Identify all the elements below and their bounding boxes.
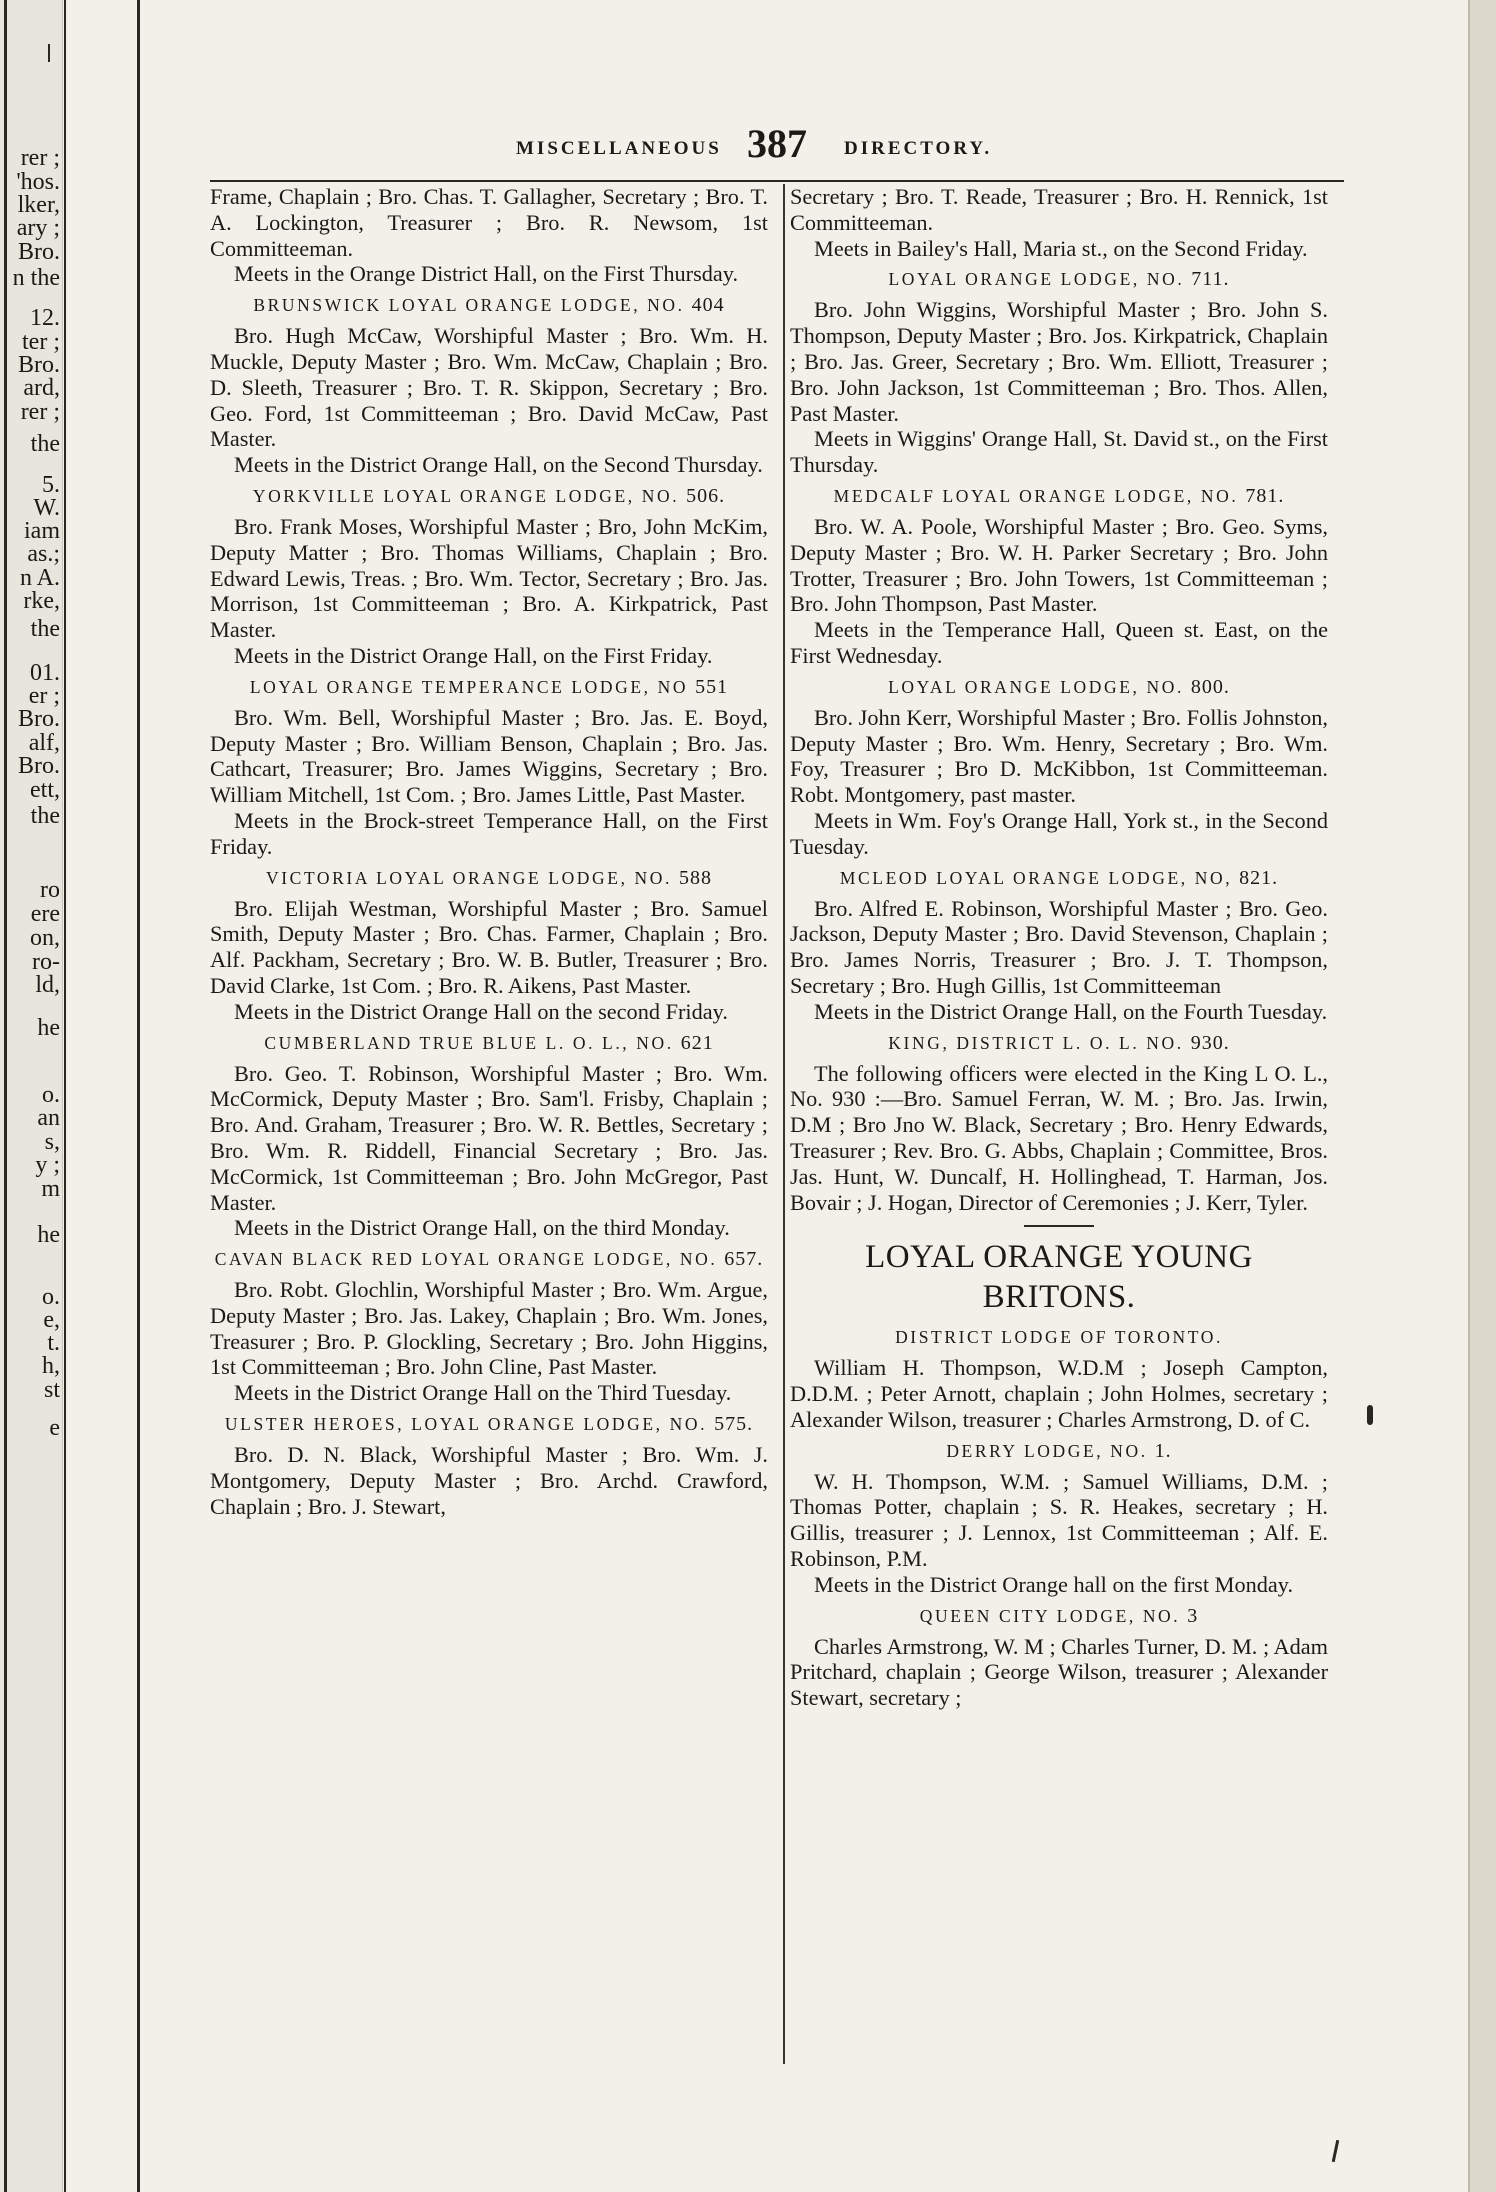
- lodge-entry: Bro. Elijah Westman, Worshipful Master ; Bro. Samuel Smith, Deputy Master ; Bro. Chas. Farmer, Chaplain ; Bro. Alf. Packham, Secretary ; Bro. W. B. Butler, Treasurer ; Bro. David Clarke, 1st Com. ; Bro. R. Aikens, Past Master.: [210, 895, 768, 998]
- margin-fragment: o.: [42, 1083, 60, 1107]
- lodge-heading-text: MEDCALF LOYAL ORANGE LODGE, NO.: [833, 485, 1239, 506]
- lodge-entry: Meets in the Temperance Hall, Queen st. East, on the First Wednesday.: [790, 617, 1328, 668]
- margin-fragment: t.: [47, 1331, 60, 1355]
- lodge-entry: Meets in the District Orange Hall, on the Second Thursday.: [234, 452, 763, 478]
- margin-fragment: ere: [30, 902, 60, 926]
- lodge-number: 551: [695, 675, 729, 698]
- margin-tick-mark: [48, 44, 50, 62]
- page-number: 387: [747, 121, 807, 166]
- lodge-heading: [210, 484, 768, 508]
- lodge-entry: Frame, Chaplain ; Bro. Chas. T. Gallagher, Secretary ; Bro. T. A. Lockington, Treasurer ; Bro. R. Newsom, 1st Committeeman.: [210, 184, 768, 261]
- lodge-heading: [210, 1412, 768, 1436]
- lodge-heading: [790, 1604, 1328, 1628]
- adjacent-page-margin: [0, 0, 63, 2192]
- pencil-mark: [1367, 1405, 1373, 1425]
- lodge-heading-text: CUMBERLAND TRUE BLUE L. O. L., NO.: [264, 1032, 674, 1053]
- margin-fragment: Bro.: [18, 240, 60, 264]
- lodge-entry: Bro. Alfred E. Robinson, Worshipful Master ; Bro. Geo. Jackson, Deputy Master ; Bro. David Stevenson, Chaplain ; Bro. James Norris, Treasurer ; Bro. J. T. Thompson, Secretary ; Bro. Hugh Gillis, 1st Committeeman: [790, 895, 1328, 998]
- margin-fragment: n A.: [19, 566, 60, 590]
- margin-fragment: the: [30, 617, 60, 641]
- margin-fragment: rke,: [23, 589, 60, 613]
- right-column: [790, 184, 1328, 1711]
- margin-fragment: s,: [44, 1130, 60, 1154]
- margin-fragment: h,: [42, 1354, 60, 1378]
- lodge-number: 588: [678, 866, 712, 889]
- margin-fragment: m: [41, 1177, 60, 1201]
- lodge-heading-text: VICTORIA LOYAL ORANGE LODGE, NO.: [266, 867, 672, 888]
- margin-fragment: lker,: [17, 193, 60, 217]
- header-rule: [210, 180, 1344, 182]
- margin-fragment: 5.: [42, 473, 60, 497]
- margin-fragment: 'hos.: [16, 170, 60, 194]
- margin-fragment: the: [30, 804, 60, 828]
- lodge-number: 800.: [1190, 675, 1230, 698]
- margin-fragment: an: [37, 1106, 60, 1130]
- margin-fragment: rer ;: [20, 400, 60, 424]
- margin-fragment: W.: [33, 496, 60, 520]
- page-fold-line: [64, 0, 66, 2192]
- lodge-heading-text: QUEEN CITY LODGE, NO.: [919, 1605, 1181, 1626]
- margin-fragment: y ;: [35, 1153, 60, 1177]
- pencil-stroke: [1332, 2140, 1340, 2162]
- margin-fragment: e: [49, 1416, 60, 1440]
- lodge-heading-text: KING, DISTRICT L. O. L. NO.: [888, 1032, 1184, 1053]
- margin-fragment: rer ;: [20, 146, 60, 170]
- lodge-heading-text: LOYAL ORANGE LODGE, NO.: [888, 676, 1184, 697]
- margin-fragment: Bro.: [18, 754, 60, 778]
- gutter-line: [4, 0, 7, 2192]
- section-rule: [1024, 1225, 1094, 1227]
- lodge-number: 657.: [724, 1248, 764, 1271]
- lodge-heading-text: ULSTER HEROES, LOYAL ORANGE LODGE, NO.: [224, 1414, 708, 1435]
- lodge-heading: [210, 1031, 768, 1055]
- lodge-heading-text: YORKVILLE LOYAL ORANGE LODGE, NO.: [252, 485, 680, 506]
- lodge-entry: Meets in the District Orange Hall, on the third Monday.: [234, 1215, 730, 1241]
- lodge-number: 1.: [1154, 1439, 1172, 1462]
- margin-fragment: n the: [12, 266, 60, 290]
- lodge-number: 3: [1187, 1604, 1199, 1627]
- lodge-entry: Meets in the Brock-street Temperance Hall, on the First Friday.: [210, 807, 768, 859]
- lodge-entry: Meets in Wiggins' Orange Hall, St. David st., on the First Thursday.: [790, 426, 1328, 478]
- lodge-entry: Meets in the District Orange Hall on the Third Tuesday.: [234, 1380, 732, 1406]
- lodge-entry: Meets in Wm. Foy's Orange Hall, York st., in the Second Tuesday.: [790, 807, 1328, 859]
- lodge-heading: [210, 866, 768, 890]
- section-title: LOYAL ORANGE YOUNG BRITONS.: [865, 1239, 1253, 1316]
- margin-fragment: st: [43, 1378, 60, 1402]
- margin-fragment: 01.: [30, 661, 60, 685]
- lodge-number: 781.: [1245, 484, 1285, 507]
- lodge-heading-text: DERRY LODGE, NO.: [946, 1440, 1148, 1461]
- lodge-heading: [210, 675, 768, 699]
- margin-fragment: e,: [43, 1308, 60, 1332]
- lodge-entry: Meets in the District Orange Hall, on the Fourth Tuesday.: [814, 998, 1328, 1024]
- margin-fragment: er ;: [28, 684, 60, 708]
- lodge-heading: [790, 1031, 1328, 1055]
- page-edge-line: [137, 0, 140, 2192]
- lodge-entry: Bro. Robt. Glochlin, Worshipful Master ; Bro. Wm. Argue, Deputy Master ; Bro. Jas. Lakey, Chaplain ; Bro. Wm. Jones, Treasurer ; Bro. P. Glockling, Secretary ; Bro. John Higgins, 1st Committeeman ; Bro. John Cline, Past Master.: [210, 1277, 768, 1380]
- lodge-entry: Bro. Wm. Bell, Worshipful Master ; Bro. Jas. E. Boyd, Deputy Master ; Bro. William Benson, Chaplain ; Bro. Jas. Cathcart, Treasurer; Bro. James Wiggins, Secretary ; Bro. William Mitchell, 1st Com. ; Bro. James Little, Past Master.: [210, 704, 768, 808]
- lodge-entry: Meets in the District Orange Hall, on the First Friday.: [234, 642, 713, 668]
- margin-fragment: as.;: [27, 542, 60, 566]
- lodge-entry: Secretary ; Bro. T. Reade, Treasurer ; Bro. H. Rennick, 1st Committeeman.: [790, 184, 1328, 235]
- lodge-heading-text: LOYAL ORANGE LODGE, NO.: [888, 269, 1185, 290]
- lodge-number: 575.: [714, 1413, 754, 1436]
- lodge-entry: Meets in Bailey's Hall, Maria st., on the Second Friday.: [814, 235, 1308, 261]
- margin-fragment: ld,: [35, 973, 60, 997]
- lodge-entry: Bro. Hugh McCaw, Worshipful Master ; Bro. Wm. H. Muckle, Deputy Master ; Bro. Wm. McCaw, Chaplain ; Bro. D. Sleeth, Treasurer ; Bro. T. R. Skippon, Secretary ; Bro. Geo. Ford, 1st Committeeman ; Bro. David McCaw, Past Master.: [210, 323, 768, 452]
- lodge-entry: Bro. Frank Moses, Worshipful Master ; Bro, John McKim, Deputy Matter ; Bro. Thomas Williams, Chaplain ; Bro. Edward Lewis, Treas. ; Bro. Wm. Tector, Secretary ; Bro. Jas. Morrison, 1st Committeeman ; Bro. A. Kirkpatrick, Past Master.: [210, 513, 768, 643]
- lodge-number: 821.: [1239, 866, 1279, 889]
- margin-fragment: ter ;: [22, 330, 60, 354]
- margin-fragment: he: [37, 1223, 60, 1247]
- lodge-heading-text: CAVAN BLACK RED LOYAL ORANGE LODGE, NO.: [214, 1249, 718, 1270]
- margin-fragment: ary ;: [16, 216, 60, 240]
- lodge-entry: Bro. Geo. T. Robinson, Worshipful Master ; Bro. Wm. McCormick, Deputy Master ; Bro. Sam'l. Frisby, Chaplain ; Bro. And. Graham, Treasurer ; Bro. W. R. Bettles, Secretary ; Bro. Wm. R. Riddell, Financial Secretary ; Bro. Jas. McCormick, 1st Committeeman ; Bro. John McGregor, Past Master.: [210, 1060, 768, 1215]
- lodge-entry: W. H. Thompson, W.M. ; Samuel Williams, D.M. ; Thomas Potter, chaplain ; S. R. Heakes, secretary ; H. Gillis, treasurer ; J. Lennox, 1st Committeeman ; Alf. E. Robinson, P.M.: [790, 1468, 1328, 1572]
- lodge-heading-text: BRUNSWICK LOYAL ORANGE LODGE, NO.: [253, 295, 685, 316]
- lodge-heading-text: MCLEOD LOYAL ORANGE LODGE, NO,: [839, 867, 1233, 888]
- margin-fragment: o.: [42, 1285, 60, 1309]
- lodge-number: 711.: [1191, 268, 1230, 291]
- margin-fragment: Bro.: [18, 707, 60, 731]
- right-page-edge: [1468, 0, 1496, 2192]
- margin-fragment: he: [37, 1016, 60, 1040]
- margin-fragment: 12.: [30, 306, 60, 330]
- lodge-heading: [790, 1439, 1328, 1463]
- lodge-heading: [210, 293, 768, 317]
- lodge-number: 930.: [1190, 1031, 1230, 1054]
- lodge-heading-text: DISTRICT LODGE OF TORONTO.: [895, 1327, 1223, 1348]
- column-divider: [783, 184, 785, 2064]
- left-column: [210, 184, 768, 1519]
- lodge-entry: Meets in the District Orange Hall on the second Friday.: [234, 998, 728, 1024]
- margin-fragment: ard,: [23, 376, 60, 400]
- lodge-entry: Bro. John Kerr, Worshipful Master ; Bro. Follis Johnston, Deputy Master ; Bro. Wm. Henry, Secretary ; Bro. Wm. Foy, Treasurer ; Bro D. McKibbon, 1st Committeeman. Robt. Montgomery, past master.: [790, 704, 1328, 808]
- margin-fragment: alf,: [28, 731, 60, 755]
- margin-fragment: ro: [40, 878, 60, 902]
- margin-fragment: on,: [30, 926, 60, 950]
- margin-fragment: ro-: [32, 950, 60, 974]
- header-right: DIRECTORY.: [844, 138, 993, 159]
- margin-fragment: iam: [24, 519, 60, 543]
- lodge-heading: [210, 1247, 768, 1271]
- lodge-entry: Bro. D. N. Black, Worshipful Master ; Bro. Wm. J. Montgomery, Deputy Master ; Bro. Archd. Crawford, Chaplain ; Bro. J. Stewart,: [210, 1442, 768, 1519]
- lodge-entry: The following officers were elected in the King L O. L., No. 930 :—Bro. Samuel Ferran, W. M. ; Bro. Jas. Irwin, D.M ; Bro Jno W. Black, Secretary ; Bro. Henry Edwards, Treasurer ; Rev. Bro. G. Abbs, Chaplain ; Committee, Bros. Jas. Hunt, W. Duncalf, H. Hollinghead, T. Harman, Jos. Bovair ; J. Hogan, Director of Ceremonies ; J. Kerr, Tyler.: [790, 1060, 1328, 1215]
- lodge-number: 621: [680, 1031, 714, 1054]
- header-left: MISCELLANEOUS: [516, 138, 722, 159]
- lodge-entry: Bro. W. A. Poole, Worshipful Master ; Bro. Geo. Syms, Deputy Master ; Bro. W. H. Parker Secretary ; Bro. John Trotter, Treasurer ; Bro. John Towers, 1st Committeeman ; Bro. John Thompson, Past Master.: [790, 513, 1328, 617]
- lodge-entry: Bro. John Wiggins, Worshipful Master ; Bro. John S. Thompson, Deputy Master ; Bro. Jos. Kirkpatrick, Chaplain ; Bro. Jas. Greer, Secretary ; Bro. Wm. Elliott, Treasurer ; Bro. John Jackson, 1st Committeeman ; Bro. Thos. Allen, Past Master.: [790, 297, 1328, 426]
- lodge-entry: William H. Thompson, W.D.M ; Joseph Campton, D.D.M. ; Peter Arnott, chaplain ; John Holmes, secretary ; Alexander Wilson, treasurer ; Charles Armstrong, D. of C.: [790, 1355, 1328, 1432]
- lodge-heading: [790, 484, 1328, 508]
- lodge-heading: [790, 866, 1328, 890]
- margin-fragment: Bro.: [18, 353, 60, 377]
- running-header: [210, 121, 1338, 188]
- lodge-heading: [790, 1325, 1328, 1349]
- lodge-entry: Charles Armstrong, W. M ; Charles Turner, D. M. ; Adam Pritchard, chaplain ; George Wilson, treasurer ; Alexander Stewart, secretary ;: [790, 1633, 1328, 1711]
- margin-fragment: the: [30, 432, 60, 456]
- lodge-entry: Meets in the District Orange hall on the first Monday.: [814, 1571, 1294, 1597]
- lodge-heading: [790, 267, 1328, 291]
- lodge-heading-text: LOYAL ORANGE TEMPERANCE LODGE, NO: [249, 676, 689, 697]
- lodge-number: 404: [691, 294, 725, 317]
- margin-fragment: ett,: [30, 778, 60, 802]
- lodge-number: 506.: [686, 484, 726, 507]
- lodge-entry: Meets in the Orange District Hall, on the First Thursday.: [234, 261, 739, 287]
- lodge-heading: [790, 675, 1328, 699]
